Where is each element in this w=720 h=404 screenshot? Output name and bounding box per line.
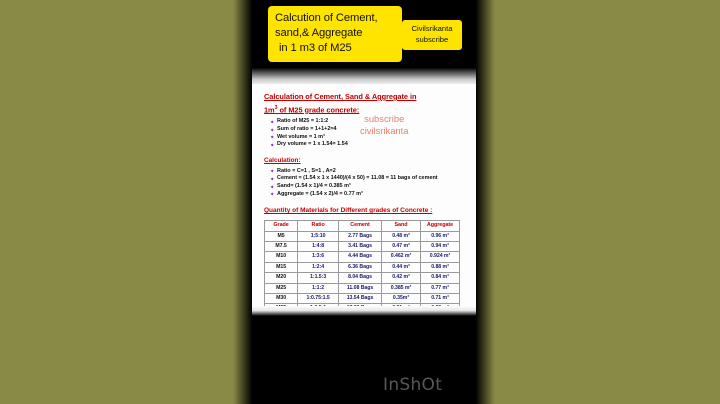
- table-row: [265, 242, 460, 252]
- cell-cement: 4.44 Bags: [339, 252, 382, 262]
- list-item: Dry volume = 1 x 1.54= 1.54: [277, 141, 466, 149]
- document-heading-superscript: 3: [274, 104, 278, 111]
- cell-ratio: 1:5:10: [298, 231, 339, 241]
- table-header-row: [265, 221, 460, 231]
- cell-grade: M7.5: [265, 242, 298, 252]
- channel-name: Civilsrikanta: [411, 24, 453, 33]
- page-top-fade: [252, 62, 476, 86]
- cell-sand: 0.462 m³: [381, 252, 420, 262]
- cell-aggregate: 0.96 m³: [420, 231, 459, 241]
- cell-grade: M15: [265, 262, 298, 272]
- subscribe-annotation-line-2: civilsrikanta: [360, 124, 409, 136]
- cell-cement: 11.08 Bags: [339, 283, 382, 293]
- cell-ratio: 1:2:4: [298, 262, 339, 272]
- cell-grade: M5: [265, 231, 298, 241]
- cell-aggregate: 0.924 m³: [420, 252, 459, 262]
- cell-cement: 6.36 Bags: [339, 262, 382, 272]
- table-row: [265, 231, 460, 241]
- document-heading-line-2-suffix: of M25 grade concrete:: [277, 104, 360, 114]
- list-item: Sand= (1.54 x 1)/4 = 0.385 m³: [277, 183, 466, 191]
- subscribe-annotation-line-1: subscribe: [364, 113, 405, 124]
- channel-subscribe-banner[interactable]: [402, 20, 462, 50]
- right-edge-fade: [474, 0, 496, 404]
- cell-grade: M10: [265, 252, 298, 262]
- calculation-bullet-list: [264, 168, 466, 198]
- list-item: Ratio of M25 = 1:1:2: [277, 118, 466, 126]
- list-item: Cement = (1.54 x 1 x 1440)/(4 x 50) = 11.08 = 11 bags of cement: [277, 175, 466, 183]
- title-line-1: Calcution of Cement,: [275, 12, 378, 24]
- title-banner: [268, 6, 402, 62]
- column-header-aggregate: Aggregate: [420, 221, 459, 231]
- table-row: [265, 283, 460, 293]
- table-row: [265, 273, 460, 283]
- table-row: [265, 252, 460, 262]
- cell-grade: M30: [265, 294, 298, 304]
- cell-cement: 8.04 Bags: [339, 273, 382, 283]
- cell-aggregate: 0.88 m³: [420, 262, 459, 272]
- list-item: Ratio = C=1 , S=1 , A=2: [277, 168, 466, 176]
- cell-sand: 0.48 m³: [381, 231, 420, 241]
- table-heading: Quantity of Materials for Different grades of Concrete :: [264, 207, 433, 215]
- cell-aggregate: 0.77 m³: [420, 283, 459, 293]
- cell-sand: 0.47 m³: [381, 242, 420, 252]
- column-header-cement: Cement: [339, 221, 382, 231]
- cell-ratio: 1:3:6: [298, 252, 339, 262]
- subscribe-label: subscribe: [415, 34, 449, 44]
- cell-cement: 2.77 Bags: [339, 231, 382, 241]
- cell-sand: 0.385 m³: [381, 283, 420, 293]
- cell-grade: M20: [265, 273, 298, 283]
- cell-ratio: 1:0.75:1.5: [298, 294, 339, 304]
- cell-ratio: 1:1.5:3: [298, 273, 339, 283]
- grades-table: [264, 220, 460, 315]
- page-bottom-fade: [252, 306, 476, 316]
- list-item: Aggregate = (1.54 x 2)/4 = 0.77 m³: [277, 191, 466, 199]
- document-page: [252, 84, 476, 310]
- calculation-heading: Calculation:: [264, 156, 301, 164]
- document-heading-line-1: Calculation of Cement, Sand & Aggregate in: [264, 92, 417, 101]
- cell-aggregate: 0.94 m³: [420, 242, 459, 252]
- grades-table-body: [265, 231, 460, 314]
- cell-sand: 0.35m³: [381, 294, 420, 304]
- cell-ratio: 1:1:2: [298, 283, 339, 293]
- list-item: Wet volume = 1 m³: [277, 134, 466, 142]
- table-row: [265, 294, 460, 304]
- column-header-grade: Grade: [265, 221, 298, 231]
- inshot-watermark: InShOt: [383, 375, 443, 395]
- cell-cement: 13.54 Bags: [339, 294, 382, 304]
- column-header-sand: Sand: [381, 221, 420, 231]
- cell-aggregate: 0.71 m³: [420, 294, 459, 304]
- title-line-3: in 1 m3 of M25: [279, 42, 352, 54]
- cell-cement: 3.41 Bags: [339, 242, 382, 252]
- table-row: [265, 262, 460, 272]
- cell-sand: 0.42 m³: [381, 273, 420, 283]
- list-item: Sum of ratio = 1+1+2=4: [277, 126, 466, 134]
- document-heading-line-2-prefix: 1m: [264, 104, 275, 114]
- left-edge-fade: [232, 0, 254, 404]
- cell-ratio: 1:4:8: [298, 242, 339, 252]
- title-line-2: sand,& Aggregate: [275, 27, 363, 39]
- cell-grade: M25: [265, 283, 298, 293]
- column-header-ratio: Ratio: [298, 221, 339, 231]
- cell-sand: 0.44 m³: [381, 262, 420, 272]
- cell-aggregate: 0.84 m³: [420, 273, 459, 283]
- subscribe-annotation: [360, 113, 408, 136]
- document-heading: [264, 92, 466, 115]
